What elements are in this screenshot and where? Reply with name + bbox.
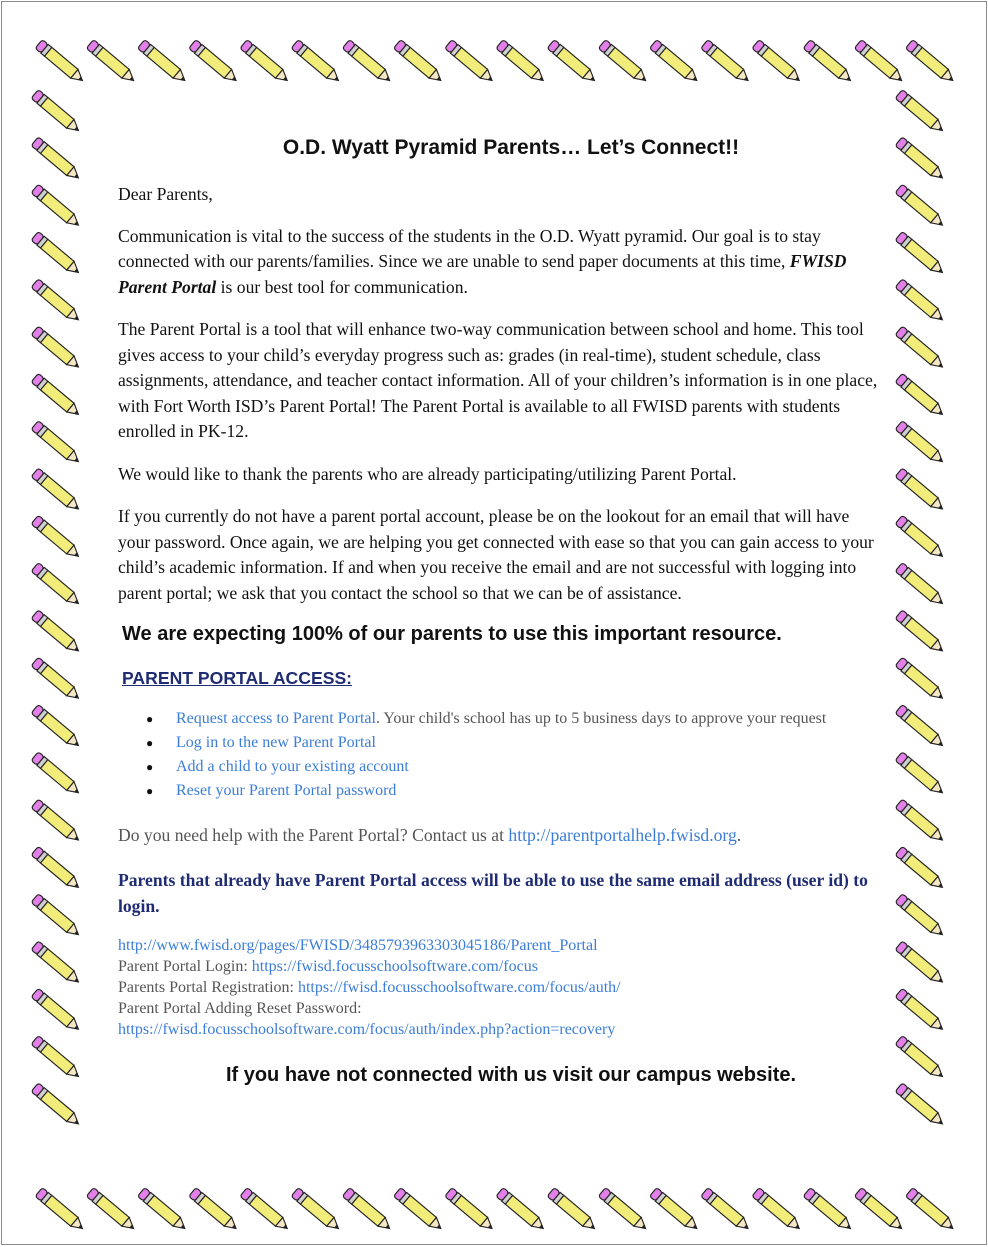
pencil-icon xyxy=(445,40,496,85)
pencil-icon xyxy=(895,421,946,466)
pencil-icon xyxy=(31,421,82,466)
pencil-icon xyxy=(137,1188,188,1233)
existing-access-note: Parents that already have Parent Portal access will be able to use the same email address (user id) to login. xyxy=(118,869,868,916)
pencil-icon xyxy=(445,1188,496,1233)
portal-emphasis: FWISD Parent Portal xyxy=(118,251,847,297)
pencil-icon xyxy=(240,1188,291,1233)
pencil-icon xyxy=(342,1188,393,1233)
pencil-icon xyxy=(86,1188,137,1233)
pencil-icon xyxy=(895,846,946,891)
pencil-icon xyxy=(649,40,700,85)
pencil-icon xyxy=(31,610,82,655)
pencil-icon xyxy=(31,1036,82,1081)
pencil-icon xyxy=(393,40,444,85)
pencil-icon xyxy=(31,231,82,276)
help-text: Do you need help with the Parent Portal? Contact us at http://parentportalhelp.fwisd.org. xyxy=(118,825,742,845)
pencil-icon xyxy=(31,468,82,513)
pencil-icon xyxy=(895,894,946,939)
pencil-icon xyxy=(31,184,82,229)
pencil-icon xyxy=(895,988,946,1033)
reset-password-link[interactable]: Reset your Parent Portal password xyxy=(176,782,397,799)
greeting: Dear Parents, xyxy=(118,184,213,204)
pencil-icon xyxy=(547,1188,598,1233)
pencil-icon xyxy=(342,40,393,85)
pencil-icon xyxy=(895,799,946,844)
portal-login-link[interactable]: https://fwisd.focusschoolsoftware.com/focus xyxy=(251,957,538,975)
pencil-icon xyxy=(895,231,946,276)
pencil-icon xyxy=(895,610,946,655)
pencil-icon xyxy=(895,90,946,135)
pencil-icon xyxy=(701,1188,752,1233)
paragraph-communication: Communication is vital to the success of the students in the O.D. Wyatt pyramid. Our goal is to stay connected with our parents/families. Since we are unable to send paper documents at this time, FWISD Parent Portal is our best tool for communication. xyxy=(118,225,847,297)
pencil-icon xyxy=(31,137,82,182)
pencil-icon xyxy=(31,894,82,939)
pencil-icon xyxy=(895,704,946,749)
pencil-icon xyxy=(895,752,946,797)
access-list xyxy=(118,707,878,803)
pencil-icon xyxy=(86,40,137,85)
list-item xyxy=(176,779,878,803)
letter-content xyxy=(118,136,878,1087)
pencil-icon xyxy=(905,40,956,85)
pencil-icon xyxy=(895,373,946,418)
pencil-icon xyxy=(895,1036,946,1081)
reset-label: Parent Portal Adding Reset Password: xyxy=(118,999,362,1017)
pencil-icon xyxy=(905,1188,956,1233)
list-item xyxy=(176,755,878,779)
pencil-icon xyxy=(895,326,946,371)
pencil-icon xyxy=(895,184,946,229)
pencil-icon xyxy=(189,40,240,85)
pencil-icon xyxy=(31,90,82,135)
expectation-statement: We are expecting 100% of our parents to use this important resource. xyxy=(122,623,782,645)
closing-statement: If you have not connected with us visit our campus website. xyxy=(225,1063,797,1086)
access-heading: PARENT PORTAL ACCESS: xyxy=(122,668,353,688)
pencil-icon xyxy=(31,846,82,891)
pencil-icon xyxy=(752,40,803,85)
pencil-icon xyxy=(31,704,82,749)
pencil-icon xyxy=(803,40,854,85)
pencil-icon xyxy=(31,752,82,797)
pencil-icon xyxy=(137,40,188,85)
pencil-icon xyxy=(31,373,82,418)
pencil-icon xyxy=(35,1188,86,1233)
reference-links: http://www.fwisd.org/pages/FWISD/3485793963303045186/Parent_Portal Parent Portal Login: https://fwisd.focusschoolsoftware.com/focus Parents Portal Registration: https://fwisd.focusschoolsoftware.com/focus/auth/ Parent Portal Adding Reset Password: https://fwisd.focusschoolsoftware.com/focus/auth/index.php?action=recovery xyxy=(118,935,878,1040)
add-child-link[interactable]: Add a child to your existing account xyxy=(176,758,409,775)
pencil-icon xyxy=(752,1188,803,1233)
paragraph-account-info: If you currently do not have a parent portal account, please be on the lookout for an email that will have your password. Once again, we are helping you get connected with ease so that you can gain access to your child’s academic information. If and when you receive the email and are not successful with logging into parent portal; we ask that you contact the school so that we can be of assistance. xyxy=(118,506,874,603)
pencil-icon xyxy=(701,40,752,85)
pencil-icon xyxy=(31,563,82,608)
pencil-icon xyxy=(895,137,946,182)
portal-registration-link[interactable]: https://fwisd.focusschoolsoftware.com/focus/auth/ xyxy=(297,978,621,996)
pencil-icon xyxy=(31,279,82,324)
pencil-icon xyxy=(31,941,82,986)
pencil-icon xyxy=(31,515,82,560)
pencil-icon xyxy=(803,1188,854,1233)
pencil-icon xyxy=(35,40,86,85)
pencil-icon xyxy=(496,40,547,85)
pencil-icon xyxy=(31,326,82,371)
pencil-icon xyxy=(393,1188,444,1233)
document-page xyxy=(1,1,987,1245)
parent-portal-page-link[interactable]: http://www.fwisd.org/pages/FWISD/3485793963303045186/Parent_Portal xyxy=(118,936,598,954)
request-access-link[interactable]: Request access to Parent Portal xyxy=(176,710,376,727)
portal-reset-link[interactable]: https://fwisd.focusschoolsoftware.com/focus/auth/index.php?action=recovery xyxy=(118,1020,616,1038)
pencil-icon xyxy=(31,1083,82,1128)
pencil-icon xyxy=(854,1188,905,1233)
pencil-icon xyxy=(895,515,946,560)
list-item xyxy=(176,731,878,755)
login-link[interactable]: Log in to the new Parent Portal xyxy=(176,734,376,751)
pencil-icon xyxy=(895,1083,946,1128)
help-link[interactable]: http://parentportalhelp.fwisd.org xyxy=(508,825,737,845)
pencil-icon xyxy=(895,563,946,608)
pencil-icon xyxy=(547,40,598,85)
pencil-icon xyxy=(496,1188,547,1233)
pencil-icon xyxy=(895,279,946,324)
pencil-icon xyxy=(31,799,82,844)
paragraph-thanks: We would like to thank the parents who are already participating/utilizing Parent Portal. xyxy=(118,463,737,484)
pencil-icon xyxy=(895,468,946,513)
pencil-icon xyxy=(31,657,82,702)
pencil-icon xyxy=(291,40,342,85)
pencil-icon xyxy=(854,40,905,85)
pencil-icon xyxy=(895,657,946,702)
pencil-icon xyxy=(31,988,82,1033)
pencil-icon xyxy=(649,1188,700,1233)
pencil-icon xyxy=(598,1188,649,1233)
list-item: ● Request access to Parent Portal. Your child's school has up to 5 business days to approve your request xyxy=(176,707,878,731)
page-title: O.D. Wyatt Pyramid Parents… Let’s Connect!! xyxy=(282,136,740,159)
paragraph-portal-description: The Parent Portal is a tool that will enhance two-way communication between school and home. This tool gives access to your child’s everyday progress such as: grades (in real-time), student schedule, class assignments, attendance, and teacher contact information. All of your children’s information is in one place, with Fort Worth ISD’s Parent Portal! The Parent Portal is available to all FWISD parents with students enrolled in PK-12. xyxy=(118,319,878,441)
pencil-icon xyxy=(189,1188,240,1233)
pencil-icon xyxy=(598,40,649,85)
pencil-icon xyxy=(291,1188,342,1233)
pencil-icon xyxy=(895,941,946,986)
pencil-icon xyxy=(240,40,291,85)
